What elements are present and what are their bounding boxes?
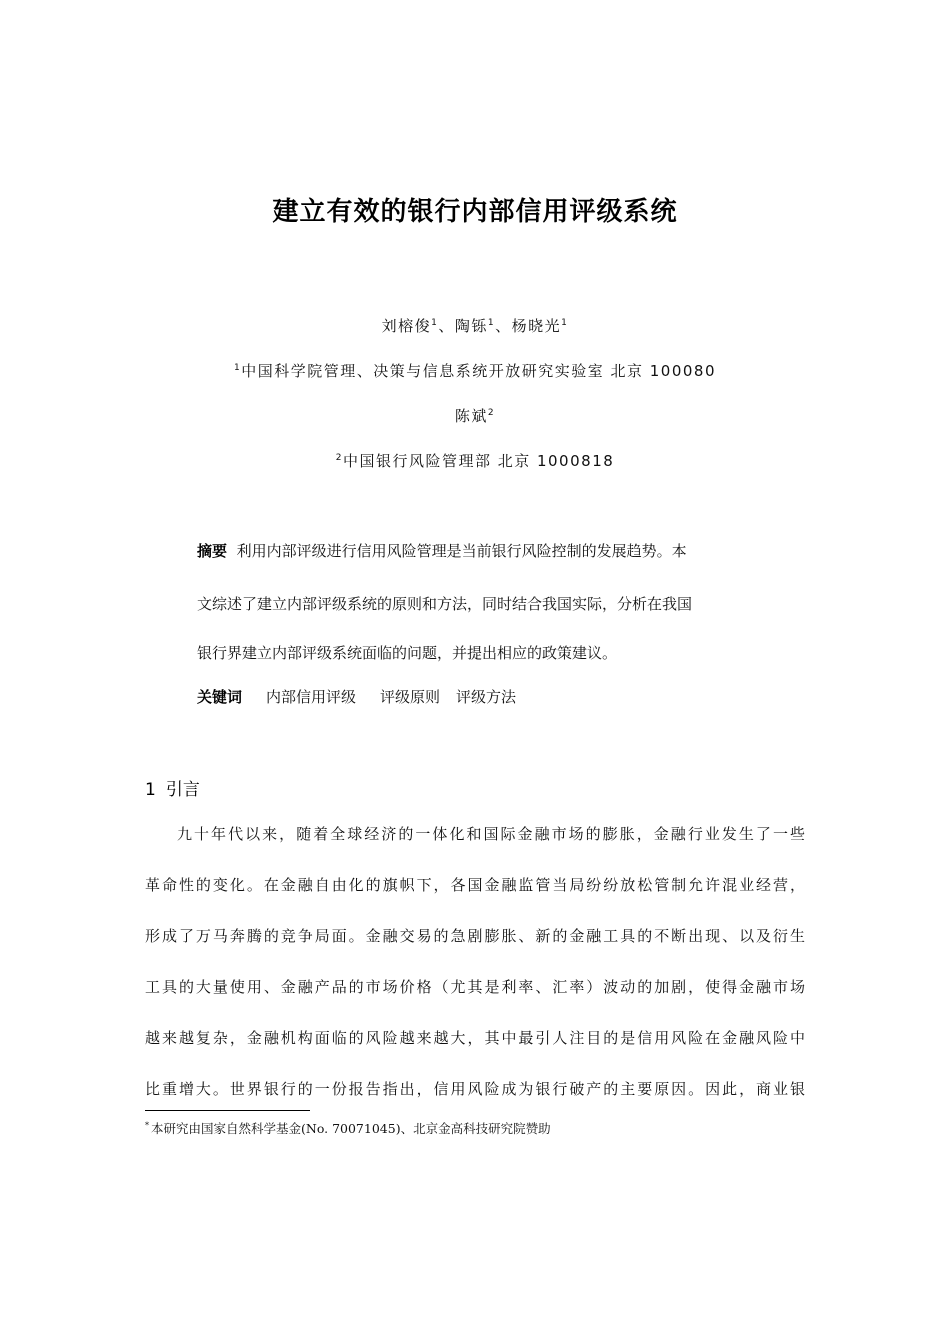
affiliation-text: 中国银行风险管理部 北京 1000818: [342, 452, 615, 470]
body-paragraph-line: 革命性的变化。在金融自由化的旗帜下，各国金融监管当局纷纷放松管制允许混业经营，: [145, 876, 805, 894]
abstract-line: [197, 540, 757, 561]
affiliation-2: [0, 450, 950, 471]
affiliation-mark: 2: [487, 408, 496, 418]
author-name: 陈斌: [454, 407, 488, 425]
footnote-mark: *: [145, 1120, 149, 1130]
body-paragraph-line: 越来越复杂，金融机构面临的风险越来越大，其中最引人注目的是信用风险在金融风险中: [145, 1029, 805, 1047]
affiliation-mark: 1: [233, 363, 242, 373]
footnote-text: 本研究由国家自然科学基金(No. 70071045)、北京金高科技研究院赞助: [151, 1121, 551, 1136]
keywords-line: [197, 686, 757, 707]
affiliation-mark: 1: [431, 318, 439, 328]
footnote-divider: [145, 1110, 310, 1111]
abstract-label: 摘要: [197, 542, 228, 560]
author-name: 陶铄: [454, 317, 488, 335]
abstract-line: 文综述了建立内部评级系统的原则和方法，同时结合我国实际，分析在我国: [197, 595, 693, 613]
keyword: 评级原则: [380, 688, 441, 706]
author-name: 刘榕俊: [381, 317, 432, 335]
footnote: [145, 1119, 551, 1137]
body-paragraph-line: 九十年代以来，随着全球经济的一体化和国际金融市场的膨胀，金融行业发生了一些: [177, 825, 805, 843]
affiliation-1: [0, 360, 950, 381]
authors-line-2: [0, 405, 950, 426]
keyword: 内部信用评级: [266, 688, 357, 706]
keyword: 评级方法: [456, 688, 517, 706]
section-title: 引言: [165, 780, 200, 800]
author-separator: 、: [495, 317, 512, 335]
affiliation-text: 中国科学院管理、决策与信息系统开放研究实验室 北京 100080: [241, 362, 717, 380]
abstract-text: 利用内部评级进行信用风险管理是当前银行风险控制的发展趋势。本: [236, 542, 687, 560]
affiliation-mark: 1: [561, 318, 569, 328]
body-paragraph-line: 比重增大。世界银行的一份报告指出，信用风险成为银行破产的主要原因。因此，商业银: [145, 1080, 805, 1098]
body-paragraph-line: 形成了万马奔腾的竞争局面。金融交易的急剧膨胀、新的金融工具的不断出现、以及衍生: [145, 927, 805, 945]
section-heading: [145, 775, 200, 800]
section-number: 1: [145, 780, 156, 800]
author-name: 杨晓光: [511, 317, 562, 335]
keywords-label: 关键词: [197, 688, 243, 706]
body-paragraph-line: 工具的大量使用、金融产品的市场价格（尤其是利率、汇率）波动的加剧，使得金融市场: [145, 978, 805, 996]
abstract-line: 银行界建立内部评级系统面临的问题，并提出相应的政策建议。: [197, 644, 618, 662]
paper-title: 建立有效的银行内部信用评级系统: [272, 197, 678, 227]
authors-line-1: [0, 315, 950, 336]
affiliation-mark: 2: [335, 453, 343, 463]
author-separator: 、: [438, 317, 455, 335]
affiliation-mark: 1: [487, 318, 496, 328]
